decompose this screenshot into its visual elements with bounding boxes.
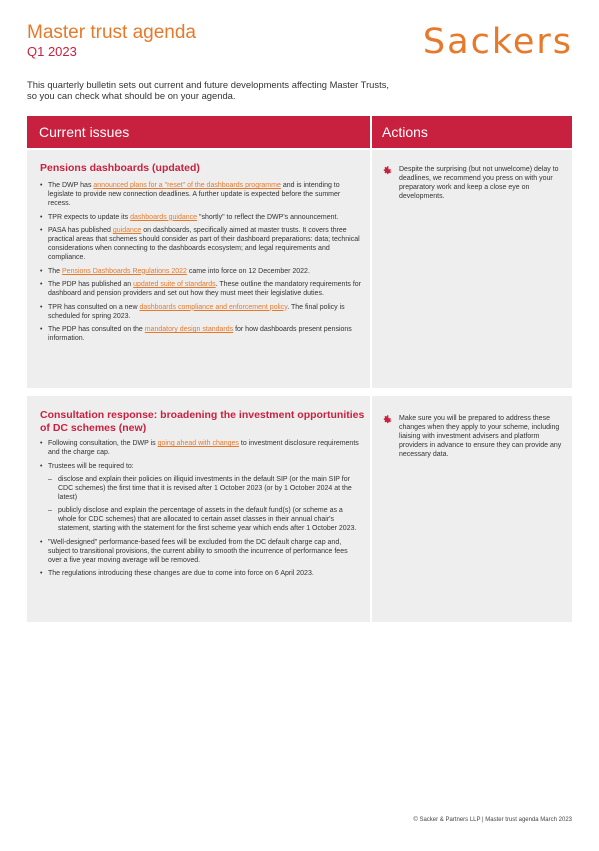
list-item: • The PDP has consulted on the mandatory design standards for how dashboards present pensions information.	[40, 325, 362, 343]
link-dashboards-guidance[interactable]: dashboards guidance	[130, 213, 198, 221]
dashboards-bullet-list	[40, 181, 362, 348]
page-footer: © Sacker & Partners LLP | Master trust agenda March 2023	[413, 817, 572, 823]
actions-header: Actions	[372, 116, 572, 148]
list-item: • The DWP has announced plans for a "reset" of the dashboards programme and is intending to legislate to provide new connection deadlines. A further update is expected before the summer recess.	[40, 181, 362, 208]
list-item: – publicly disclose and explain the percentage of assets in the default fund(s) (or scheme as a whole for CDC schemes) that are allocated to certain asset classes in their annual chair's statement, starting with the statement for the first scheme year which ends after 1 October 2023.	[48, 506, 362, 533]
list-item: • Trustees will be required to: – disclose and explain their policies on illiquid investments in the default SIP (or the main SIP for CDC schemes) the first time that it is revised after 1 October 2023 (or by 1 October 2024 at the latest) – publicly disclose and explain the percentage of assets in the default fund(s) (or scheme as a whole for CDC schemes) that are allocated to certain asset classes in their annual chair's statement, starting with the statement for the first scheme year which ends after 1 October 2023.	[40, 462, 362, 534]
action-text: Make sure you will be prepared to address these changes when they apply to your scheme, including liaising with investment advisers and platform providers in advance to ensure they can provide any necessary data.	[399, 415, 562, 458]
link-dashboards-regulations[interactable]: Pensions Dashboards Regulations 2022	[62, 267, 187, 275]
page-title: Master trust agenda	[27, 22, 196, 43]
list-item: • "Well-designed" performance-based fees will be excluded from the DC default charge cap and, subject to transitional provisions, the current ability to smooth the incurrence of performance fees over a five year moving average will be removed.	[40, 538, 362, 565]
link-going-ahead-with-changes[interactable]: going ahead with changes	[157, 440, 239, 447]
list-item: • TPR expects to update its dashboards guidance "shortly" to reflect the DWP's announcement.	[40, 213, 362, 222]
sackers-logo: Sackers	[422, 22, 573, 62]
link-suite-of-standards[interactable]: updated suite of standards	[133, 281, 216, 288]
investment-bullet-list	[40, 439, 362, 583]
list-item: • Following consultation, the DWP is going ahead with changes to investment disclosure requirements and the charge cap.	[40, 439, 362, 457]
intro-text	[27, 79, 407, 102]
intro-line-1: This quarterly bulletin sets out current and future developments affecting Master Trusts,	[27, 79, 389, 90]
section-title-dashboards: Pensions dashboards (updated)	[40, 162, 200, 174]
current-issues-header: Current issues	[27, 116, 370, 148]
section-title-investment: Consultation response: broadening the investment opportunities of DC schemes (new)	[40, 409, 365, 434]
gear-icon	[382, 414, 393, 425]
list-item: • The regulations introducing these changes are due to come into force on 6 April 2023.	[40, 569, 362, 578]
page-subtitle: Q1 2023	[27, 44, 77, 59]
list-item: • PASA has published guidance on dashboards, specifically aimed at master trusts. It covers three practical areas that schemes should consider as part of their dashboard preparations: data; technical considerations when connecting to the dashboards ecosystem; and legal requirements and compliance.	[40, 226, 362, 262]
link-pasa-guidance[interactable]: guidance	[112, 227, 142, 234]
dashboards-action	[382, 165, 566, 201]
list-item: • The Pensions Dashboards Regulations 2022 came into force on 12 December 2022.	[40, 267, 362, 276]
action-text: Despite the surprising (but not unwelcome) delay to deadlines, we recommend you press on with your preparatory work and keep a close eye on developments.	[399, 166, 559, 200]
list-item: • The PDP has published an updated suite of standards. These outline the mandatory requirements for dashboard and pension providers and set out how they must meet their legislative duties.	[40, 280, 362, 298]
list-item: • TPR has consulted on a new dashboards compliance and enforcement policy. The final policy is scheduled for spring 2023.	[40, 303, 362, 321]
link-design-standards[interactable]: mandatory design standards	[144, 326, 234, 333]
page-header	[27, 22, 573, 62]
list-item: – disclose and explain their policies on illiquid investments in the default SIP (or the main SIP for CDC schemes) the first time that it is revised after 1 October 2023 (or by 1 October 2024 at the latest)	[48, 475, 362, 502]
gear-icon	[382, 165, 393, 176]
investment-action	[382, 414, 566, 459]
link-dashboards-reset[interactable]: announced plans for a "reset" of the dashboards programme	[93, 182, 281, 189]
link-compliance-policy[interactable]: dashboards compliance and enforcement policy	[139, 303, 288, 311]
intro-line-2: so you can check what should be on your agenda.	[27, 90, 236, 102]
trustee-requirements-list	[48, 475, 362, 534]
